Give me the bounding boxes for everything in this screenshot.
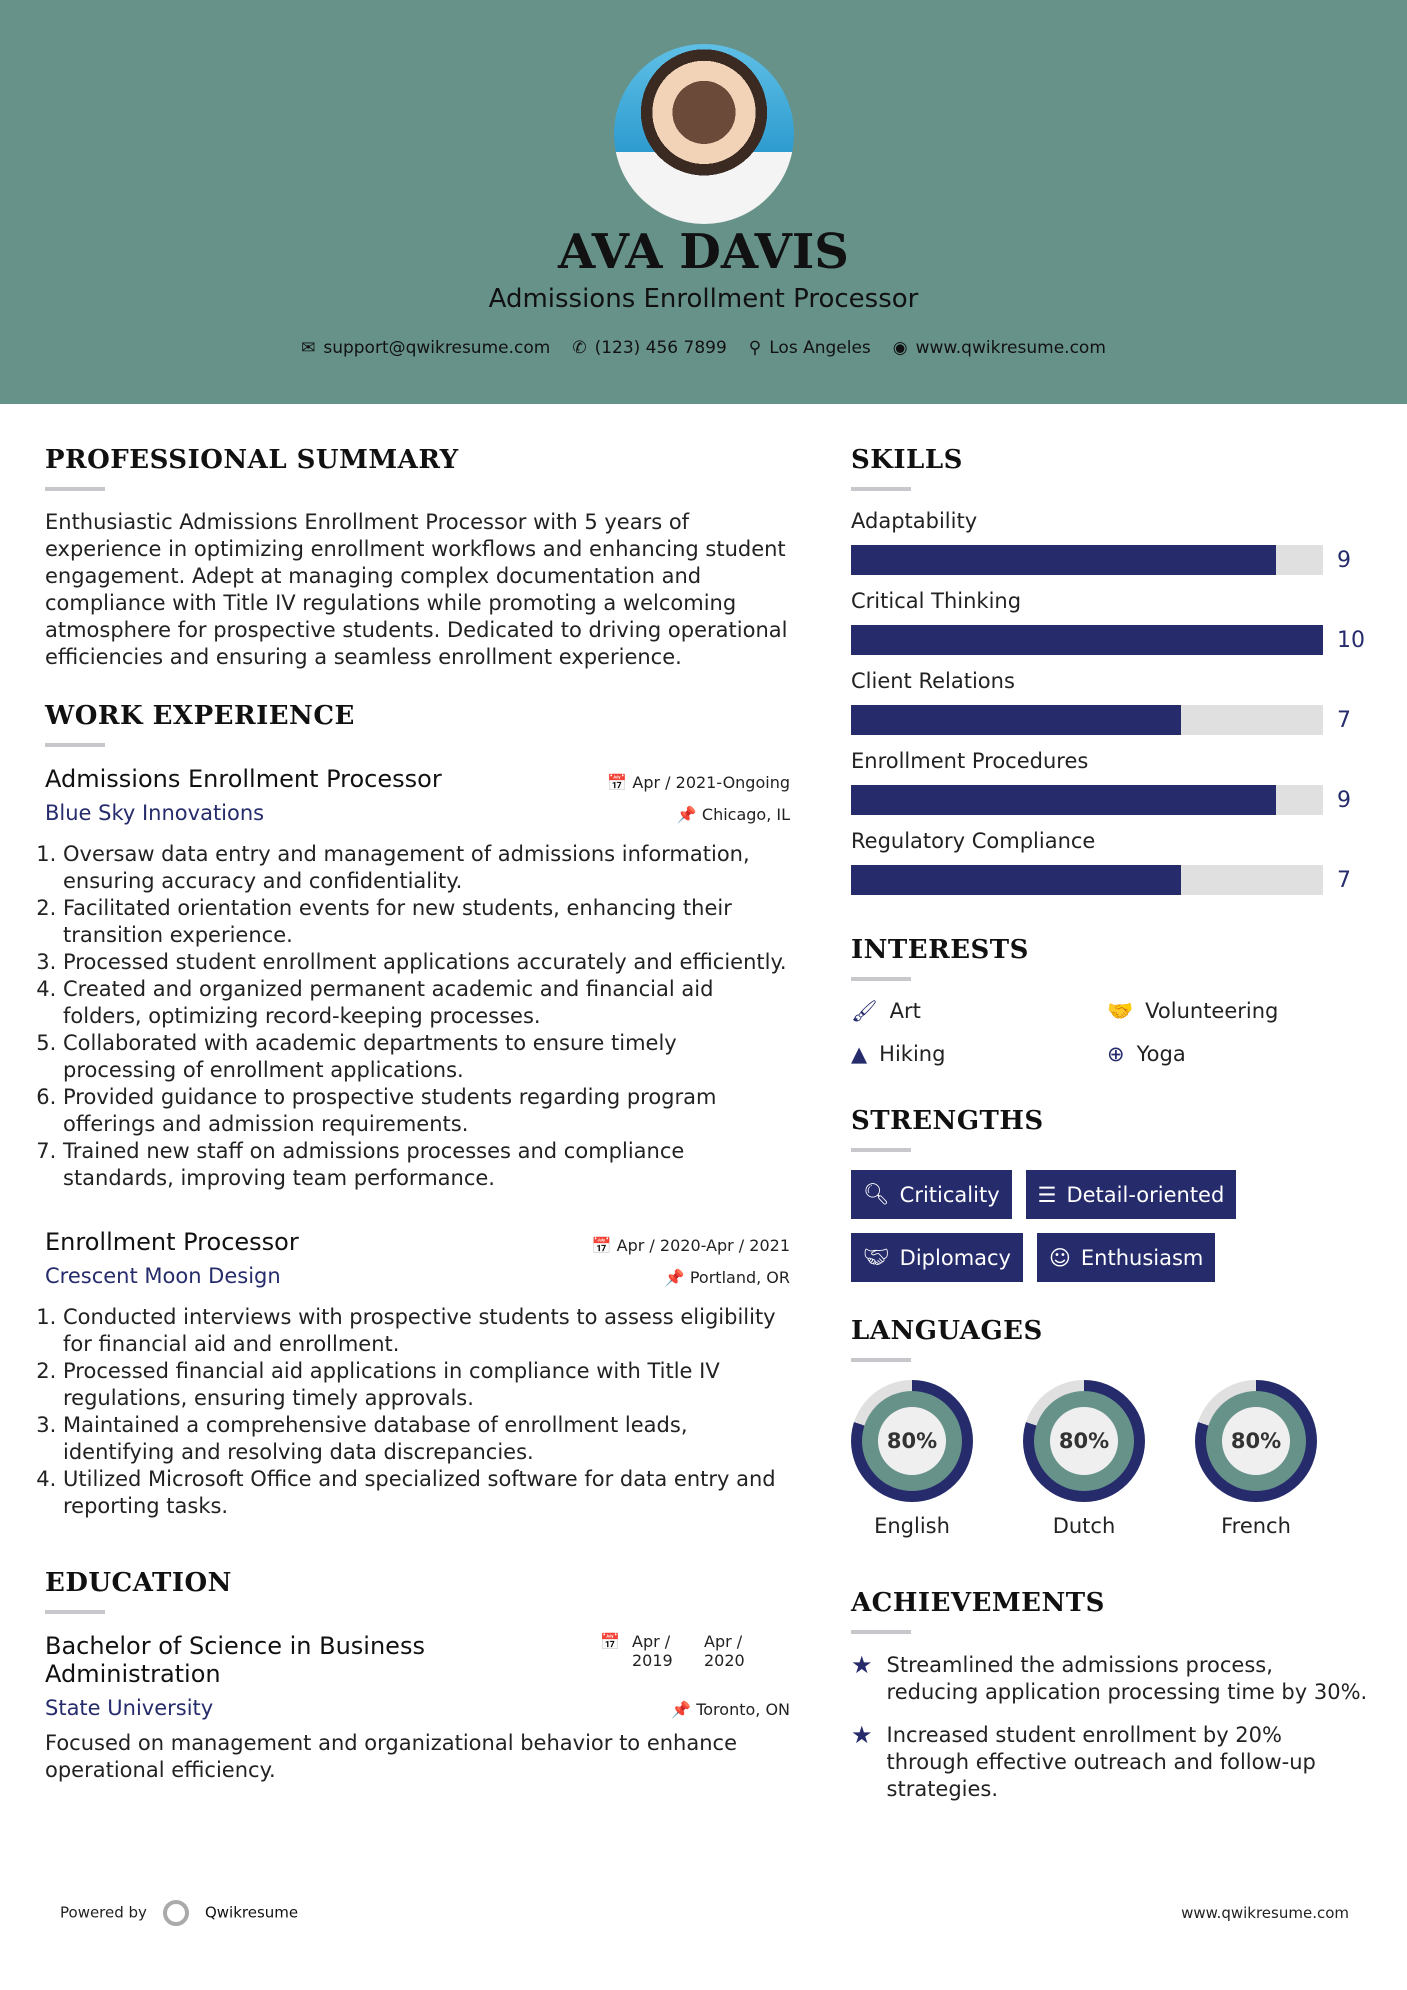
handshake-icon: 🤝︎: [863, 1245, 890, 1269]
search-icon: 🔍︎: [863, 1182, 890, 1206]
strength-tag: 🔍︎ Criticality: [851, 1170, 1012, 1219]
section-heading: LANGUAGES: [851, 1316, 1043, 1346]
candidate-title: Admissions Enrollment Processor: [488, 284, 919, 314]
section-heading: PROFESSIONAL SUMMARY: [45, 445, 459, 475]
strength-tag: ☺ Enthusiasm: [1037, 1233, 1215, 1282]
right-column: [851, 445, 1371, 1819]
phone-icon: ✆: [572, 338, 587, 358]
responsibility-item: 5. Collaborated with academic departments to ensure timely processing of enrollment applications.: [63, 1030, 790, 1084]
job-entry: [45, 765, 790, 1192]
skill-item: [851, 829, 1371, 895]
website[interactable]: www.qwikresume.com: [915, 338, 1106, 358]
divider: [851, 1148, 911, 1152]
interests-list: [851, 999, 1371, 1066]
section-heading: EDUCATION: [45, 1568, 232, 1598]
skill-value: 7: [1337, 867, 1351, 893]
job-entry: [45, 1228, 790, 1520]
responsibility-item: 4. Utilized Microsoft Office and specialized software for data entry and reporting tasks.: [63, 1466, 790, 1520]
achievement-item: ★ Streamlined the admissions process, reducing application processing time by 30%.: [851, 1651, 1368, 1704]
skill-value: 9: [1337, 787, 1351, 813]
calendar-icon: 📅: [607, 773, 633, 792]
company: Crescent Moon Design: [45, 1264, 281, 1288]
skill-value: 9: [1337, 547, 1351, 573]
language-name: Dutch: [1052, 1514, 1116, 1538]
star-icon: ★: [851, 1721, 873, 1749]
language-name: English: [874, 1514, 950, 1538]
pin-icon: 📌: [671, 1700, 697, 1719]
responsibility-item: 4. Created and organized permanent academic and financial aid folders, optimizing record-keeping processes.: [63, 976, 790, 1030]
job-location: Chicago, IL: [701, 805, 790, 824]
summary-text: Enthusiastic Admissions Enrollment Processor with 5 years of experience in optimizing enrollment workflows and enhancing student engagement. Adept at managing complex documentation and compliance with Title IV regulations while promoting a welcoming atmosphere for prospective students. Dedicated to driving operational efficiencies and ensuring a seamless enrollment experience.: [45, 510, 788, 669]
language-item: [1195, 1380, 1317, 1538]
divider: [45, 743, 105, 747]
section-heading: WORK EXPERIENCE: [45, 701, 355, 731]
profile-photo: [614, 44, 794, 224]
map-pin-icon: ⚲: [748, 338, 762, 358]
section-heading: ACHIEVEMENTS: [851, 1588, 1105, 1618]
skill-item: [851, 509, 1371, 575]
skill-bar: [851, 545, 1323, 575]
job-location: Portland, OR: [689, 1268, 790, 1287]
divider: [851, 977, 911, 981]
skill-bar: [851, 705, 1323, 735]
education-description: Focused on management and organizational behavior to enhance operational efficiency.: [45, 1731, 738, 1782]
skill-item: [851, 589, 1371, 655]
language-name: French: [1221, 1514, 1291, 1538]
skill-item: [851, 669, 1371, 735]
footer-site[interactable]: www.qwikresume.com: [1181, 1904, 1349, 1922]
star-icon: ★: [851, 1651, 873, 1679]
pin-icon: 📌: [676, 805, 702, 824]
divider: [45, 1610, 105, 1614]
interest-item: ▲ Hiking: [851, 1042, 946, 1066]
globe-icon: ◉: [892, 338, 908, 358]
language-item: [1023, 1380, 1145, 1538]
location: Los Angeles: [769, 338, 871, 358]
envelope-icon: ✉: [301, 338, 316, 358]
achievement-item: ★ Increased student enrollment by 20% through effective outreach and follow-up strategies.: [851, 1721, 1316, 1801]
school: State University: [45, 1696, 214, 1720]
footer: [60, 1900, 1349, 1926]
skill-bar: [851, 625, 1323, 655]
skill-bar-fill: [851, 785, 1276, 815]
skill-value: 7: [1337, 707, 1351, 733]
skill-bar-fill: [851, 545, 1276, 575]
divider: [45, 487, 105, 491]
strength-tag: 🤝︎ Diplomacy: [851, 1233, 1023, 1282]
job-date: Apr / 2021-Ongoing: [632, 773, 790, 792]
skill-value: 10: [1337, 627, 1365, 653]
strengths-list: [851, 1170, 1291, 1282]
job-title: Enrollment Processor: [45, 1228, 299, 1256]
language-ring: [1023, 1380, 1145, 1502]
job-title: Admissions Enrollment Processor: [45, 765, 442, 793]
skill-bar-fill: [851, 705, 1181, 735]
language-percent: 80%: [1050, 1407, 1118, 1475]
responsibility-item: 6. Provided guidance to prospective students regarding program offerings and admission requirements.: [63, 1084, 790, 1138]
section-heading: SKILLS: [851, 445, 963, 475]
handshake-icon: 🤝: [1107, 999, 1134, 1023]
education-dates: 📅 Apr / 2019 Apr / 2020: [600, 1632, 745, 1670]
tree-icon: ▲: [851, 1042, 868, 1066]
responsibility-item: 1. Oversaw data entry and management of admissions information, ensuring accuracy and confidentiality.: [63, 841, 790, 895]
left-column: [45, 445, 790, 1784]
education-location: Toronto, ON: [696, 1700, 790, 1719]
qwikresume-logo-icon: [163, 1900, 189, 1926]
brand-link[interactable]: Qwikresume: [204, 1903, 299, 1922]
header: [0, 0, 1407, 404]
language-ring: [1195, 1380, 1317, 1502]
responsibility-item: 2. Processed financial aid applications in compliance with Title IV regulations, ensuring timely approvals.: [63, 1358, 790, 1412]
skill-bar: [851, 785, 1323, 815]
section-heading: STRENGTHS: [851, 1106, 1044, 1136]
phone: (123) 456 7899: [594, 338, 727, 358]
skill-name: Adaptability: [851, 509, 978, 533]
responsibility-item: 3. Processed student enrollment applications accurately and efficiently.: [63, 949, 790, 976]
strength-tag: ☰ Detail-oriented: [1026, 1170, 1237, 1219]
divider: [851, 1358, 911, 1362]
list-icon: ☰: [1037, 1182, 1057, 1207]
calendar-icon: 📅: [591, 1236, 617, 1255]
interest-item: ⊕ Yoga: [1107, 1042, 1186, 1066]
smile-icon: ☺: [1049, 1245, 1071, 1270]
contact-info: [0, 338, 1407, 358]
interest-item: 🤝 Volunteering: [1107, 999, 1279, 1023]
responsibility-item: 7. Trained new staff on admissions processes and compliance standards, improving team performance.: [63, 1138, 790, 1192]
skill-bar-fill: [851, 865, 1181, 895]
responsibility-item: 2. Facilitated orientation events for new students, enhancing their transition experience.: [63, 895, 790, 949]
candidate-name: AVA DAVIS: [558, 224, 849, 280]
skill-bar: [851, 865, 1323, 895]
lifebuoy-icon: ⊕: [1107, 1042, 1125, 1066]
divider: [851, 1630, 911, 1634]
skill-name: Regulatory Compliance: [851, 829, 1096, 853]
interest-item: 🖌 Art: [851, 999, 921, 1023]
language-ring: [851, 1380, 973, 1502]
degree: Bachelor of Science in Business Administration: [45, 1632, 425, 1688]
skill-name: Client Relations: [851, 669, 1015, 693]
skill-name: Enrollment Procedures: [851, 749, 1089, 773]
language-item: [851, 1380, 973, 1538]
email[interactable]: support@qwikresume.com: [323, 338, 551, 358]
pin-icon: 📌: [664, 1268, 690, 1287]
company: Blue Sky Innovations: [45, 801, 265, 825]
divider: [851, 487, 911, 491]
skill-name: Critical Thinking: [851, 589, 1022, 613]
section-heading: INTERESTS: [851, 935, 1029, 965]
paintbrush-icon: 🖌: [851, 999, 878, 1023]
skill-bar-fill: [851, 625, 1323, 655]
calendar-icon: 📅: [600, 1632, 620, 1651]
job-date: Apr / 2020-Apr / 2021: [616, 1236, 790, 1255]
responsibility-item: 3. Maintained a comprehensive database of enrollment leads, identifying and resolving data discrepancies.: [63, 1412, 790, 1466]
language-percent: 80%: [878, 1407, 946, 1475]
responsibility-item: 1. Conducted interviews with prospective students to assess eligibility for financial aid and enrollment.: [63, 1304, 790, 1358]
powered-by: Powered by: [60, 1903, 147, 1922]
language-percent: 80%: [1222, 1407, 1290, 1475]
skill-item: [851, 749, 1371, 815]
